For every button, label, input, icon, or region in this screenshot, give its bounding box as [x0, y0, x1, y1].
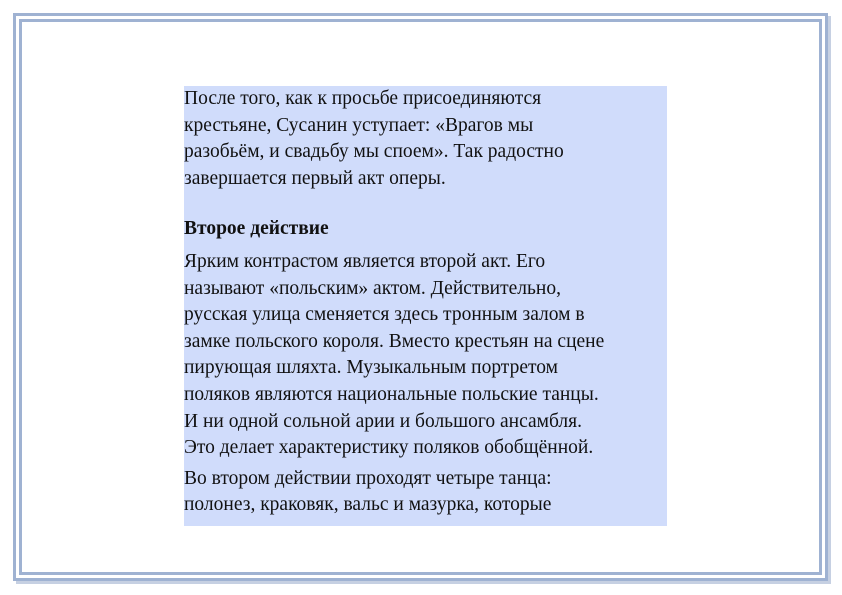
frame-shadow-right: [828, 16, 831, 584]
text-line: пирующая шляхта. Музыкальным портретом: [184, 357, 558, 379]
text-line: поляков являются национальные польские танцы.: [184, 383, 599, 405]
text-line: завершается первый акт оперы.: [184, 167, 446, 189]
text-line: Это делает характеристику поляков обобщённой.: [184, 437, 594, 459]
text-line: И ни одной сольной арии и большого ансамбля.: [184, 410, 582, 432]
text-line: Ярким контрастом является второй акт. Его: [184, 250, 546, 272]
text-line: полонез, краковяк, вальс и мазурка, которые: [184, 494, 552, 516]
section-heading: Второе действие: [184, 218, 329, 240]
text-line: разобьём, и свадьбу мы споем». Так радостно: [184, 141, 564, 163]
text-line: После того, как к просьбе присоединяются: [184, 88, 542, 109]
paragraph-act-two: [184, 249, 667, 462]
text-line: Во втором действии проходят четыре танца:: [184, 467, 552, 489]
paragraph-dances: [184, 466, 667, 519]
frame-shadow-bottom: [16, 581, 831, 584]
paragraph-intro: [184, 86, 667, 192]
text-line: крестьяне, Сусанин уступает: «Врагов мы: [184, 114, 534, 136]
text-line: называют «польским» актом. Действительно,: [184, 277, 561, 299]
text-line: русская улица сменяется здесь тронным залом в: [184, 304, 585, 326]
text-box: [184, 86, 667, 526]
text-line: замке польского короля. Вместо крестьян на сцене: [184, 330, 605, 352]
